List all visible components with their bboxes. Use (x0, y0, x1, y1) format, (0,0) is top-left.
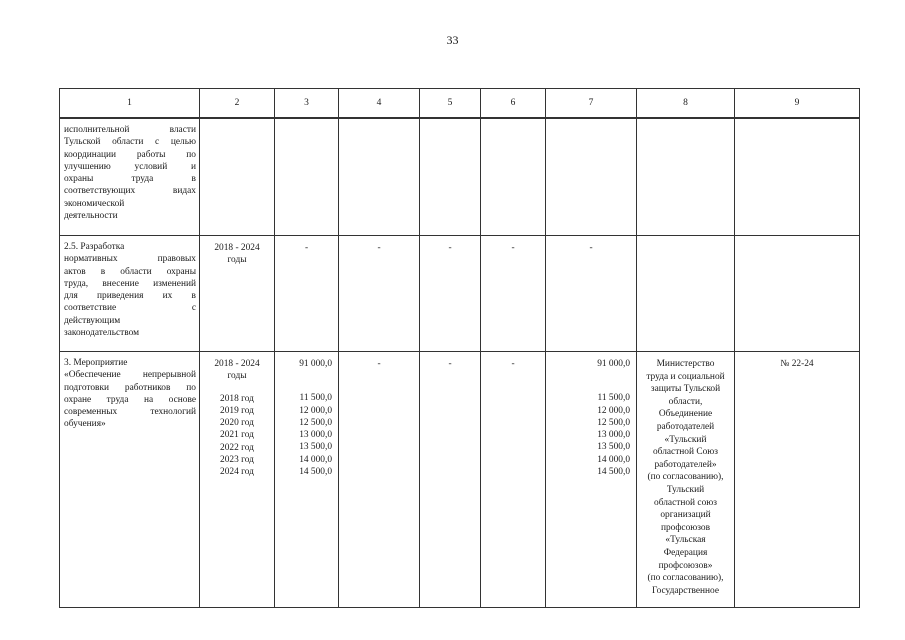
text-line: труда, внесение изменений (64, 278, 196, 289)
text-line: охраны труда в (64, 174, 196, 185)
period-unit: годы (227, 255, 247, 266)
year-amount: 13 500,0 (299, 442, 332, 453)
header-cell-6: 6 (481, 89, 546, 119)
text-line: экономической (64, 198, 125, 209)
text-line: нормативных правовых (64, 254, 196, 265)
text-line: соответствие с (64, 303, 196, 314)
text-line: современных технологий (64, 407, 196, 418)
text-line: исполнительной власти (64, 125, 196, 135)
text-line: охране труда на основе (64, 394, 196, 405)
text-line: соответствующих видах (64, 186, 196, 197)
executor-line: работодателей (656, 421, 715, 432)
header-cell-7: 7 (546, 89, 637, 119)
executor-line: Объединение (658, 409, 713, 420)
executor-line: защиты Тульской (650, 384, 721, 395)
year-amount: 13 000,0 (597, 430, 630, 441)
table-row (60, 352, 860, 608)
executor-line: организаций (660, 510, 711, 521)
amount-cell: - (546, 236, 637, 352)
year-amount: 12 500,0 (597, 417, 630, 428)
executor-line: профсоюзов» (658, 560, 713, 571)
program-table (59, 88, 860, 608)
text-line: для приведения их в (64, 291, 196, 302)
executor-line: труда и социальной (646, 371, 725, 382)
year-amount: 14 500,0 (597, 467, 630, 478)
year-amount: 12 000,0 (299, 405, 332, 416)
year-amount: 13 500,0 (597, 442, 630, 453)
amount-cell: - (420, 352, 481, 608)
measure-description-cell (60, 352, 200, 608)
indicator-cell (735, 236, 860, 352)
text-line: улучшению условий и (64, 161, 196, 172)
amount-cell (481, 118, 546, 236)
executor-line: Федерация (663, 547, 708, 558)
text-line: обучения» (64, 419, 106, 430)
text-line: подготовки работников по (64, 382, 196, 393)
amount-cell: - (420, 236, 481, 352)
table-row (60, 236, 860, 352)
executor-cell (637, 118, 735, 236)
text-line: действующим (64, 315, 121, 326)
executor-cell (637, 352, 735, 608)
year-label: 2019 год (220, 405, 254, 416)
period-unit: годы (227, 371, 247, 382)
text-line: 2.5. Разработка (64, 242, 125, 252)
amount-cell (275, 118, 339, 236)
indicator-cell: № 22-24 (735, 352, 860, 608)
amount-cell (546, 352, 637, 608)
amount-cell (546, 118, 637, 236)
measure-description-cell (60, 236, 200, 352)
measure-description-cell (60, 118, 200, 236)
total-amount: 91 000,0 (299, 359, 332, 369)
text-line: «Обеспечение непрерывной (64, 370, 196, 381)
text-line: 3. Мероприятие (64, 358, 128, 368)
year-label: 2022 год (220, 442, 254, 453)
header-cell-3: 3 (275, 89, 339, 119)
page-number: 33 (446, 33, 459, 47)
indicator-cell (735, 118, 860, 236)
header-cell-1: 1 (60, 89, 200, 119)
year-label: 2024 год (220, 467, 254, 478)
header-cell-8: 8 (637, 89, 735, 119)
year-amount: 12 500,0 (299, 417, 332, 428)
header-row (60, 89, 860, 119)
executor-line: областной Союз (652, 447, 719, 458)
text-line: актов в области охраны (64, 266, 196, 277)
year-amount: 14 000,0 (597, 454, 630, 465)
year-amount: 14 000,0 (299, 454, 332, 465)
period-cell (200, 118, 275, 236)
amount-cell: - (339, 352, 420, 608)
text-line: деятельности (64, 211, 118, 222)
total-amount: 91 000,0 (597, 359, 630, 369)
header-cell-4: 4 (339, 89, 420, 119)
year-amount: 11 500,0 (299, 393, 332, 404)
executor-line: профсоюзов (660, 522, 711, 533)
text-line: координации работы по (64, 149, 196, 160)
header-cell-5: 5 (420, 89, 481, 119)
header-cell-2: 2 (200, 89, 275, 119)
period-range: 2018 - 2024 (214, 243, 260, 253)
year-amount: 13 000,0 (299, 430, 332, 441)
executor-line: работодателей» (654, 459, 717, 470)
amount-cell: - (481, 352, 546, 608)
year-amount: 14 500,0 (299, 467, 332, 478)
executor-line: области, (668, 396, 703, 407)
period-range: 2018 - 2024 (214, 359, 260, 369)
amount-cell (275, 352, 339, 608)
executor-line: (по согласованию), (647, 573, 724, 584)
text-line: Тульской области с целью (64, 137, 196, 148)
table-row (60, 118, 860, 236)
amount-cell (420, 118, 481, 236)
executor-line: областной союз (654, 497, 717, 508)
year-amount: 12 000,0 (597, 405, 630, 416)
period-cell (200, 352, 275, 608)
amount-cell (339, 118, 420, 236)
text-line: законодательством (64, 328, 140, 339)
year-label: 2018 год (220, 393, 254, 404)
period-cell (200, 236, 275, 352)
year-label: 2021 год (220, 430, 254, 441)
year-label: 2020 год (220, 418, 254, 429)
executor-line: «Тульский (664, 434, 707, 445)
amount-cell: - (275, 236, 339, 352)
header-cell-9: 9 (735, 89, 860, 119)
executor-cell (637, 236, 735, 352)
executor-line: Тульский (666, 484, 705, 495)
amount-cell: - (481, 236, 546, 352)
year-amount: 11 500,0 (597, 393, 630, 404)
amount-cell: - (339, 236, 420, 352)
executor-line: Государственное (651, 585, 720, 596)
executor-line: «Тульская (665, 535, 706, 546)
year-label: 2023 год (220, 455, 254, 466)
executor-line: Министерство (656, 359, 715, 369)
executor-line: (по согласованию), (647, 472, 724, 483)
